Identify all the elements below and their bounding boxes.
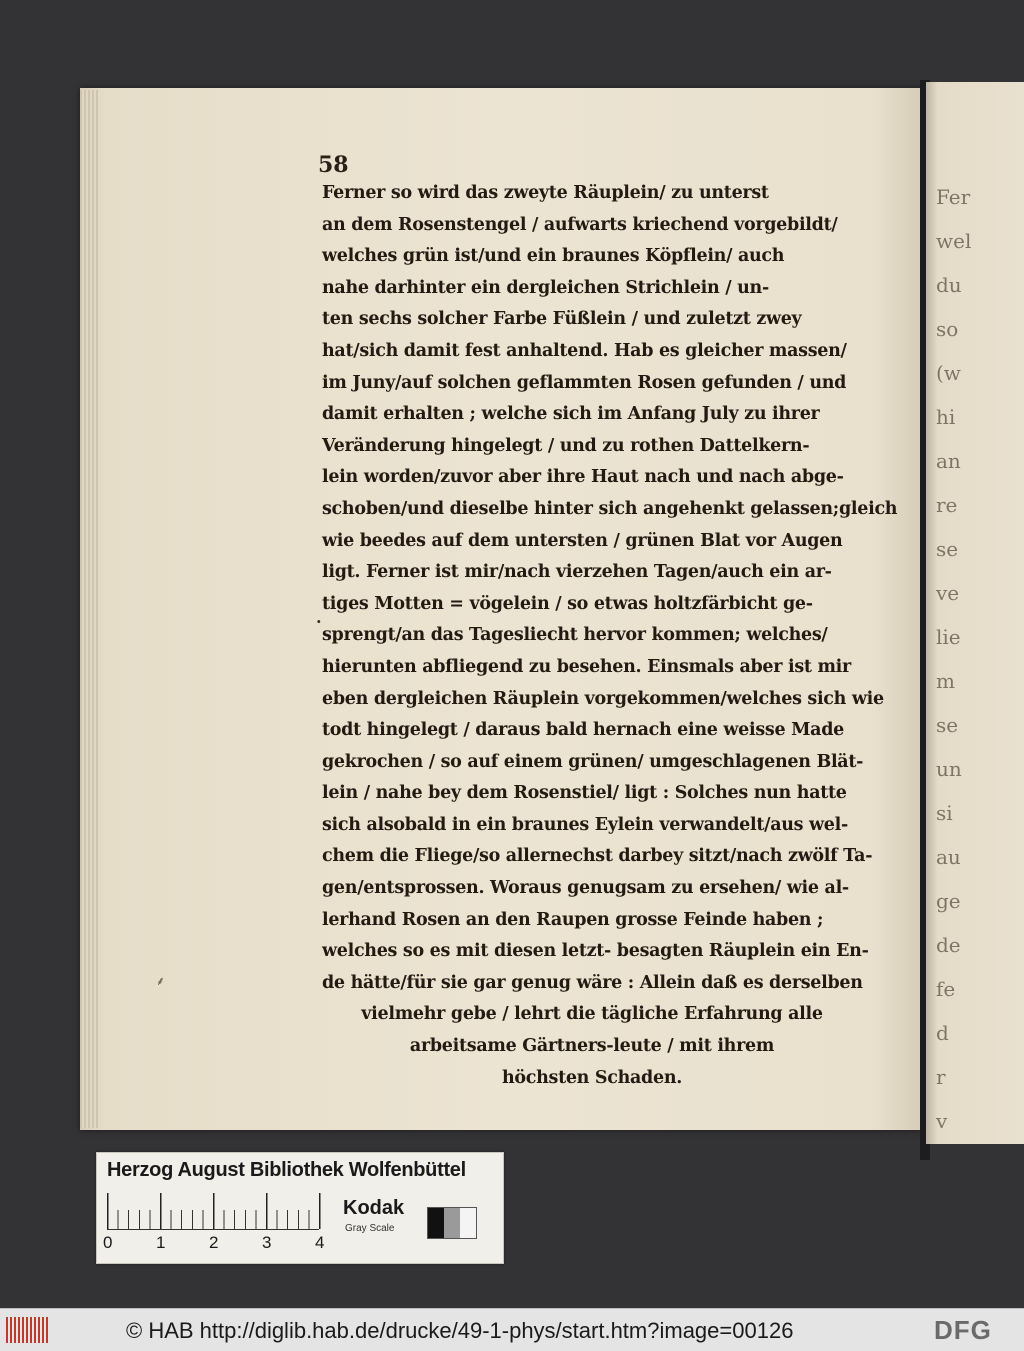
text-line: gen/entsprossen. Woraus genugsam zu ersehen/ wie al- <box>322 878 849 899</box>
text-line: ligt. Ferner ist mir/nach vierzehen Tagen/auch ein ar- <box>322 562 832 583</box>
text-line: im Juny/auf solchen geflammten Rosen gefunden / und <box>322 372 847 393</box>
ruler-label: 3 <box>262 1233 272 1252</box>
gray-swatch <box>428 1208 444 1238</box>
text-line: tiges Motten = vögelein / so etwas holtzfärbicht ge- <box>322 593 813 614</box>
ruler-major-ticks <box>107 1193 322 1229</box>
text-line: an dem Rosenstengel / aufwarts kriechend vorgebildt/ <box>322 214 838 235</box>
text-line: de hätte/für sie gar genug wäre : Allein daß es derselben <box>322 972 863 993</box>
text-line: lerhand Rosen an den Raupen grosse Feinde haben ; <box>322 909 824 930</box>
text-line: ten sechs solcher Farbe Füßlein / und zuletzt zwey <box>322 309 802 330</box>
text-line: sprengt/an das Tagesliecht hervor kommen; welches/ <box>322 625 828 646</box>
text-line: vielmehr gebe / lehrt die tägliche Erfahrung alle <box>361 1004 823 1025</box>
gray-scale-swatches <box>427 1207 477 1239</box>
barcode-icon <box>6 1317 48 1343</box>
page-edge-stack <box>80 90 98 1128</box>
text-line: chem die Fliege/so allernechst darbey sitzt/nach zwölf Ta- <box>322 846 873 867</box>
ruler-labels <box>103 1233 333 1255</box>
text-line: schoben/und dieselbe hinter sich angehenkt gelassen;gleich <box>322 498 898 519</box>
text-line: todt hingelegt / daraus bald hernach eine weisse Made <box>322 720 844 741</box>
text-line: welches so es mit diesen letzt- besagten Räuplein ein En- <box>322 941 869 962</box>
footer-bar <box>0 1308 1024 1351</box>
ruler-label: 0 <box>103 1233 113 1252</box>
copyright-link[interactable]: © HAB http://diglib.hab.de/drucke/49-1-phys/start.htm?image=00126 <box>126 1318 794 1343</box>
page-text <box>322 178 898 1094</box>
margin-ornament-icon: ⸙ <box>156 974 166 988</box>
dfg-logo: DFG <box>934 1315 992 1345</box>
text-line: nahe darhinter ein dergleichen Strichlein / un- <box>322 277 769 298</box>
facing-page-text: Fer wel du so (w hi an re se ve lie m se un si au ge de fe d r v <box>936 185 972 1133</box>
ruler-label: 2 <box>209 1233 219 1252</box>
text-line: hat/sich damit fest anhaltend. Hab es gleicher massen/ <box>322 340 847 361</box>
text-line: hierunten abfliegend zu besehen. Einsmals aber ist mir <box>322 656 851 677</box>
text-line: höchsten Schaden. <box>501 1067 683 1088</box>
library-name: Herzog August Bibliothek Wolfenbüttel <box>107 1159 466 1181</box>
text-line: wie beedes auf dem untersten / grünen Blat vor Augen <box>322 530 843 551</box>
color-target-card <box>96 1152 504 1264</box>
text-line: arbeitsame Gärtners-leute / mit ihrem <box>409 1036 775 1057</box>
kodak-brand: Kodak <box>343 1197 405 1219</box>
ruler-label: 4 <box>315 1233 325 1252</box>
gray-scale-label: Gray Scale <box>345 1223 395 1234</box>
gray-swatch <box>460 1208 476 1238</box>
text-line: lein / nahe bey dem Rosenstiel/ ligt : Solches nun hatte <box>322 783 847 804</box>
text-line: gekrochen / so auf einem grünen/ umgeschlagenen Blät- <box>322 751 864 772</box>
page-number: 58 <box>318 152 349 178</box>
text-line: lein worden/zuvor aber ihre Haut nach und nach abge- <box>322 467 844 488</box>
ruler-label: 1 <box>156 1233 166 1252</box>
text-line: Ferner so wird das zweyte Räuplein/ zu unterst <box>322 183 769 203</box>
gray-swatch <box>444 1208 460 1238</box>
text-line: damit erhalten ; welche sich im Anfang July zu ihrer <box>322 404 820 425</box>
margin-dot: · <box>316 612 322 631</box>
text-line: Veränderung hingelegt / und zu rothen Dattelkern- <box>322 435 810 456</box>
text-line: sich alsobald in ein braunes Eylein verwandelt/aus wel- <box>322 814 848 835</box>
text-line: eben dergleichen Räuplein vorgekommen/welches sich wie <box>322 688 884 709</box>
text-line: welches grün ist/und ein braunes Köpflein/ auch <box>322 246 785 267</box>
